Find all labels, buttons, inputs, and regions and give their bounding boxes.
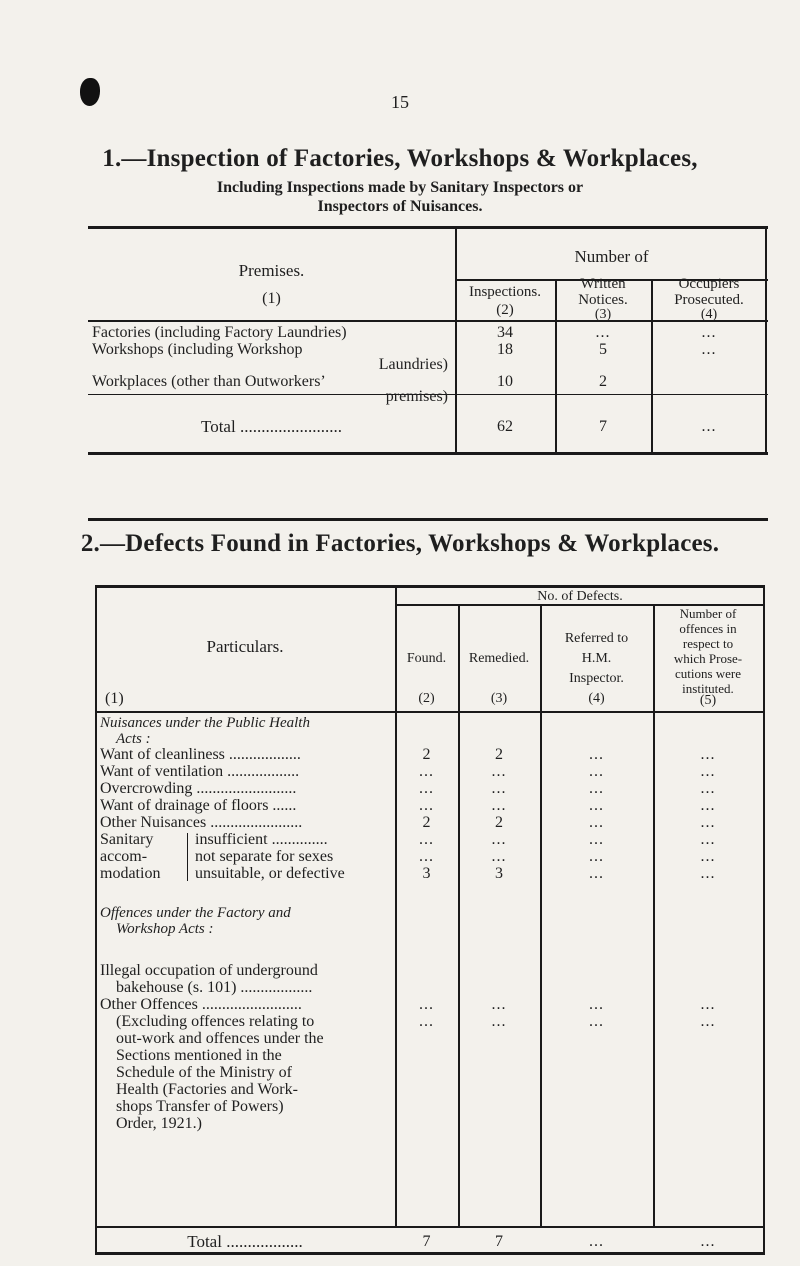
- written-header-notices: Notices.: [578, 292, 628, 308]
- row-drainage-found: ...: [419, 797, 434, 814]
- table1-total-notices: 7: [599, 418, 607, 435]
- row-cleanliness-referred: ...: [589, 746, 604, 763]
- illegal-occupation-label-2: bakehouse (s. 101) ..................: [116, 979, 313, 996]
- illegal-occupation-found: ...: [419, 996, 434, 1013]
- sanitary-brace: [187, 833, 188, 881]
- row-workplaces-line2: premises): [385, 388, 448, 405]
- row-cleanliness-label: Want of cleanliness ..................: [100, 746, 301, 763]
- row-drainage-referred: ...: [589, 797, 604, 814]
- referred-col-num: (4): [588, 691, 605, 706]
- row-factories-notices: ...: [595, 324, 611, 341]
- premises-header: Premises.: [238, 261, 305, 280]
- row-cleanliness-remedied: 2: [495, 746, 503, 763]
- excluding-line-1: (Excluding offences relating to: [116, 1013, 315, 1030]
- excluding-line-5: Health (Factories and Work-: [116, 1081, 298, 1098]
- row-insufficient-referred: ...: [589, 831, 604, 848]
- section1-subtitle-line1: Including Inspections made by Sanitary Inspectors or: [216, 179, 584, 196]
- offences-header-6: instituted.: [682, 681, 734, 696]
- number-of-header: Number of: [574, 247, 649, 266]
- row-insufficient-offences: ...: [700, 831, 716, 848]
- other-offences-label: Other Offences .........................: [100, 996, 302, 1013]
- table1-total-prosecuted: ...: [701, 418, 717, 435]
- row-not-separate-referred: ...: [589, 848, 604, 865]
- written-col-num: (3): [594, 307, 612, 322]
- row-cleanliness-found: 2: [422, 746, 431, 763]
- table2-total-referred: ...: [589, 1233, 604, 1250]
- row-not-separate-remedied: ...: [491, 848, 507, 865]
- table2-header-rule: [95, 711, 765, 713]
- row-insufficient-found: ...: [419, 831, 434, 848]
- row-workshops-label-cont: Laundries): [378, 356, 448, 373]
- row-workplaces-notices: 2: [599, 373, 607, 390]
- row-overcrowding-offences: ...: [700, 780, 716, 797]
- offences-header-4: which Prose-: [673, 651, 743, 666]
- particulars-col-num: (1): [105, 690, 124, 707]
- page-number: 15: [391, 92, 409, 112]
- row-overcrowding-referred: ...: [589, 780, 604, 797]
- row-not-separate-found: ...: [419, 848, 434, 865]
- row-drainage-offences: ...: [700, 797, 716, 814]
- offences-col-num: (5): [699, 693, 717, 708]
- row-unsuitable-referred: ...: [589, 865, 604, 882]
- row-workplaces-line1: Workplaces (other than Outworkers’: [92, 373, 326, 390]
- excluding-line-6: shops Transfer of Powers): [116, 1098, 284, 1115]
- table1-top-rule: [88, 226, 768, 229]
- referred-header-2: H.M.: [581, 651, 612, 666]
- row-insufficient-label: insufficient ..............: [195, 831, 328, 848]
- row-cleanliness-offences: ...: [700, 746, 716, 763]
- row-other-nuisances-offences: ...: [700, 814, 716, 831]
- particulars-header: Particulars.: [206, 637, 284, 656]
- table2-right-border: [763, 585, 765, 1255]
- excluding-line-3: Sections mentioned in the: [116, 1047, 282, 1064]
- offences-header-5: cutions were: [674, 666, 742, 681]
- row-drainage-label: Want of drainage of floors ......: [100, 797, 297, 814]
- written-header-1: Written: [580, 276, 626, 292]
- section2-top-rule: [88, 518, 768, 521]
- other-offences-remedied: ...: [491, 1013, 507, 1030]
- found-col-num: (2): [418, 691, 435, 706]
- occupiers-header-2: Prosecuted.: [674, 292, 744, 308]
- excluding-line-4: Schedule of the Ministry of: [116, 1064, 292, 1081]
- other-offences-found: ...: [419, 1013, 434, 1030]
- row-other-nuisances-referred: ...: [589, 814, 604, 831]
- table2-left-border: [95, 585, 97, 1255]
- no-of-defects-header: No. of Defects.: [537, 589, 623, 604]
- row-factories-label: Factories (including Factory Laundries): [92, 324, 347, 341]
- section2-title: 2.—Defects Found in Factories, Workshops & Workplaces.: [80, 530, 720, 557]
- occupiers-header-1: Occupiers: [678, 276, 740, 292]
- table1-bottom-rule: [88, 452, 768, 455]
- row-ventilation-found: ...: [419, 763, 434, 780]
- illegal-occupation-offences: ...: [700, 996, 716, 1013]
- row-workshops-notices: 5: [599, 341, 607, 358]
- row-other-nuisances-remedied: 2: [495, 814, 503, 831]
- row-workplaces-inspections: 10: [497, 373, 513, 390]
- table2-total-remedied: 7: [495, 1233, 503, 1250]
- illegal-occupation-remedied: ...: [491, 996, 507, 1013]
- row-factories-prosecuted: ...: [701, 324, 717, 341]
- row-other-nuisances-label: Other Nuisances .......................: [100, 814, 303, 831]
- row-workshops-label: Workshops (including Workshop: [92, 341, 303, 358]
- row-factories-inspections: 34: [497, 324, 513, 341]
- nuisances-heading-1: Nuisances under the Public Health: [100, 715, 310, 731]
- excluding-line-2: out-work and offences under the: [116, 1030, 324, 1047]
- row-unsuitable-offences: ...: [700, 865, 716, 882]
- found-header: Found.: [406, 651, 447, 666]
- nuisances-heading-2: Acts :: [116, 731, 151, 747]
- row-ventilation-remedied: ...: [491, 763, 507, 780]
- offences-header-2: offences in: [679, 621, 737, 636]
- sanitary-label-2: accom-: [100, 848, 148, 865]
- row-ventilation-label: Want of ventilation ..................: [100, 763, 300, 780]
- row-ventilation-offences: ...: [700, 763, 716, 780]
- offences-header-3: respect to: [682, 636, 734, 651]
- table2-total-offences: ...: [700, 1233, 716, 1250]
- occupiers-col-num: (4): [700, 307, 718, 322]
- row-other-nuisances-found: 2: [422, 814, 431, 831]
- illegal-occupation-label-1: Illegal occupation of underground: [100, 962, 318, 979]
- row-unsuitable-found: 3: [422, 865, 431, 882]
- row-overcrowding-remedied: ...: [491, 780, 507, 797]
- illegal-occupation-referred: ...: [589, 996, 604, 1013]
- table2-bottom-rule: [95, 1252, 765, 1255]
- row-overcrowding-found: ...: [419, 780, 434, 797]
- row-ventilation-referred: ...: [589, 763, 604, 780]
- table1-total-label: Total ........................: [201, 417, 342, 436]
- row-not-separate-offences: ...: [700, 848, 716, 865]
- inspections-header: Inspections.: [468, 284, 542, 300]
- row-unsuitable-label: unsuitable, or defective: [195, 865, 345, 882]
- remedied-header: Remedied.: [468, 651, 530, 666]
- referred-header-1: Referred to: [564, 631, 629, 646]
- referred-header-3: Inspector.: [569, 671, 624, 686]
- table2-total-label: Total ..................: [187, 1232, 303, 1251]
- other-offences-offences: ...: [700, 1013, 716, 1030]
- row-not-separate-label: not separate for sexes: [195, 848, 334, 865]
- excluding-line-7: Order, 1921.): [116, 1115, 202, 1132]
- section1-title: 1.—Inspection of Factories, Workshops & Workplaces,: [102, 145, 698, 172]
- row-overcrowding-label: Overcrowding .........................: [100, 780, 297, 797]
- other-offences-referred: ...: [589, 1013, 604, 1030]
- table2-total-rule: [95, 1226, 765, 1228]
- row-workshops-prosecuted: ...: [701, 341, 717, 358]
- offences-heading-1: Offences under the Factory and: [100, 905, 291, 921]
- remedied-col-num: (3): [490, 691, 508, 706]
- offences-header-1: Number of: [679, 606, 737, 621]
- sanitary-label-3: modation: [100, 865, 161, 882]
- row-drainage-remedied: ...: [491, 797, 507, 814]
- premises-col-num: (1): [262, 290, 281, 307]
- table2-total-found: 7: [422, 1233, 431, 1250]
- table1-total-inspections: 62: [497, 418, 513, 435]
- row-unsuitable-remedied: 3: [495, 865, 503, 882]
- sanitary-label-1: Sanitary: [100, 831, 154, 848]
- row-workshops-inspections: 18: [497, 341, 513, 358]
- row-insufficient-remedied: ...: [491, 831, 507, 848]
- inspections-col-num: (2): [496, 302, 514, 318]
- offences-heading-2: Workshop Acts :: [116, 921, 214, 937]
- section1-subtitle-line2: Inspectors of Nuisances.: [317, 198, 483, 215]
